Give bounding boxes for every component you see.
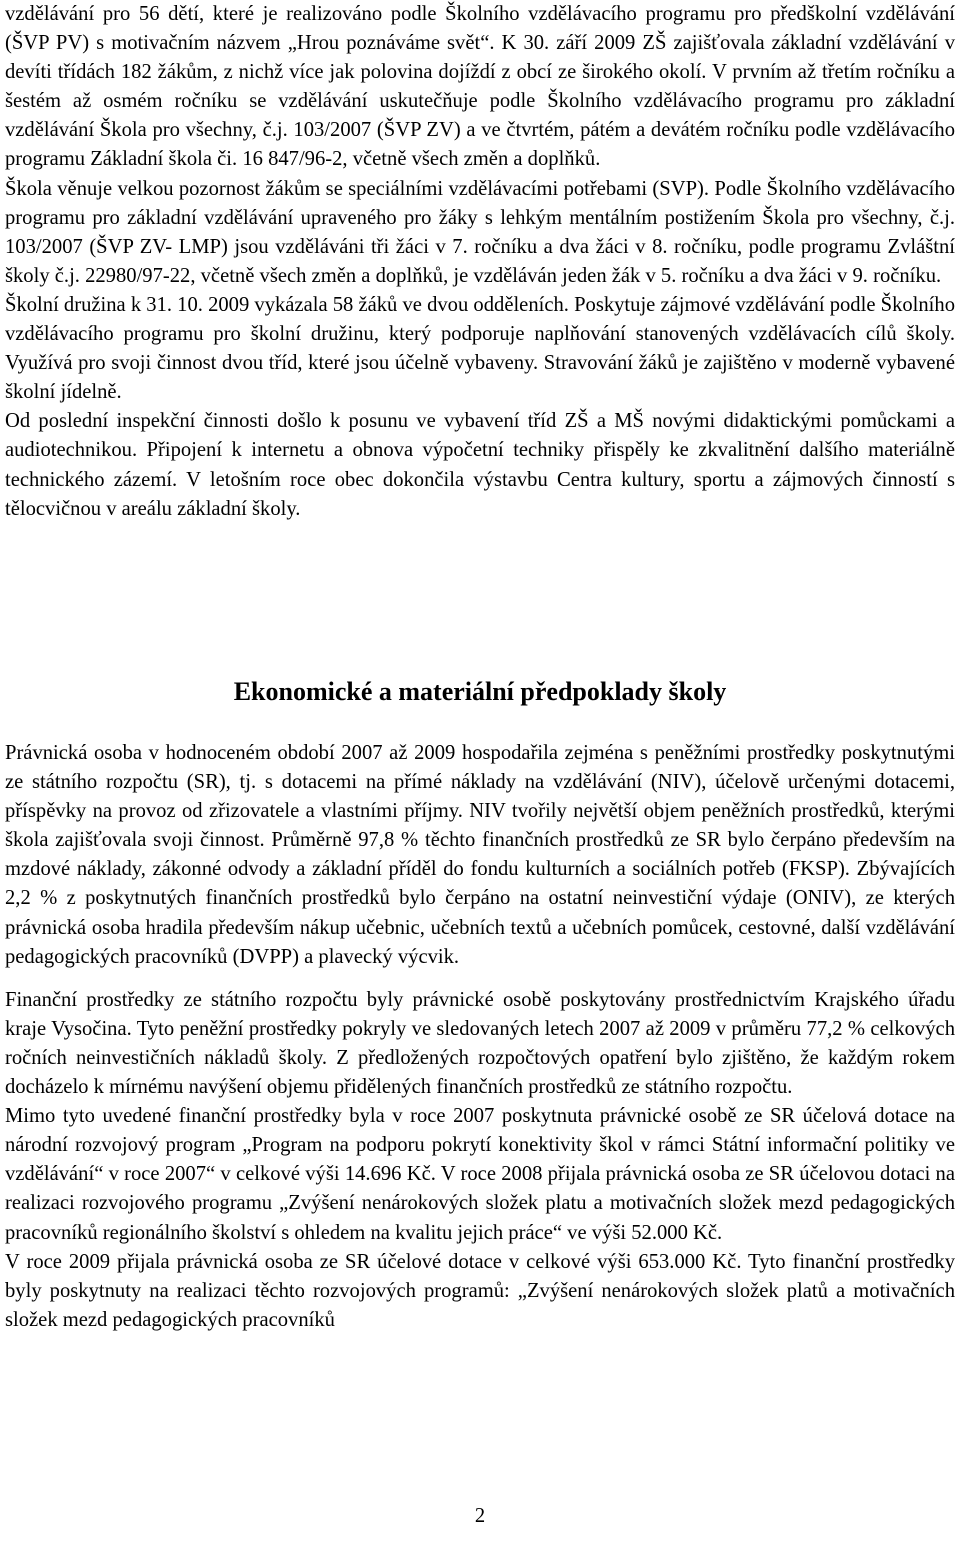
paragraph-funding-sources: Právnická osoba v hodnoceném období 2007 až 2009 hospodařila zejména s peněžními prostředky poskytnutými ze státního rozpočtu (SR), tj. s dotacemi na přímé náklady na vzdělávání (NIV), účelově určenými dotacemi, příspěvky na provoz od zřizovatele a vlastními příjmy. NIV tvořily největší objem peněžních prostředků, kterými škola zajišťovala svoji činnost. Průměrně 97,8 % těchto finančních prostředků ze SR bylo čerpáno především na mzdové náklady, zákonné odvody a základní příděl do fondu kulturních a sociálních potřeb (FKSP). Zbývajících 2,2 % z poskytnutých finančních prostředků bylo čerpáno na ostatní neinvestiční výdaje (ONIV), ze kterých právnická osoba hradila především nákup učebnic, učebních textů a učebních pomůcek, cestovné, další vzdělávání pedagogických pracovníků (DVPP) a plavecký výcvik. xyxy=(5,742,955,968)
paragraph-regional-funding: Finanční prostředky ze státního rozpočtu byly právnické osobě poskytovány prostřednictvím Krajského úřadu kraje Vysočina. Tyto peněžní prostředky pokryly ve sledovaných letech 2007 až 2009 v průměru 77,2 % celkových ročních neinvestičních nákladů školy. Z předložených rozpočtových opatření bylo zjištěno, že každým rokem docházelo k mírnému navýšení objemu přidělených finančních prostředků ze státního rozpočtu. xyxy=(5,988,955,1099)
page-number: 2 xyxy=(474,1505,486,1527)
paragraph-targeted-grants: Mimo tyto uvedené finanční prostředky byla v roce 2007 poskytnuta právnické osobě ze SR účelová dotace na národní rozvojový program „Program na podporu pokrytí konektivity škol v rámci Státní informační politiky ve vzdělávání“ v roce 2007“ v celkové výši 14.696 Kč. V roce 2008 přijala právnická osoba ze SR účelovou dotaci na realizaci rozvojového programu „Zvýšení nenárokových složek platu a motivačních složek mezd pedagogických pracovníků regionálního školství s ohledem na kvalitu jejich práce“ ve výši 52.000 Kč. xyxy=(5,1105,955,1244)
paragraph-enrollment: vzdělávání pro 56 dětí, které je realizováno podle Školního vzdělávacího programu pro předškolní vzdělávání (ŠVP PV) s motivačním názvem „Hrou poznáváme svět“. K 30. září 2009 ZŠ zajišťovala základní vzdělávání v devíti třídách 182 žákům, z nichž více jak polovina dojíždí z obcí ze širokého okolí. V prvním až třetím ročníku a šestém až osmém ročníku se vzdělávání uskutečňuje podle Školního vzdělávacího programu pro základní vzdělávání Škola pro všechny, č.j. 103/2007 (ŠVP ZV) a ve čtvrtém, pátém a devátém ročníku podle vzdělávacího programu Základní škola či. 16 847/96-2, včetně všech změn a doplňků. xyxy=(5,3,955,171)
paragraph-special-needs: Škola věnuje velkou pozornost žákům se speciálními vzdělávacími potřebami (SVP). Podle Školního vzdělávacího programu pro základní vzdělávání upraveného pro žáky s lehkým mentálním postižením Škola pro všechny, č.j. 103/2007 (ŠVP ZV- LMP) jsou vzděláváni tři žáci v 7. ročníku a dva žáci v 8. ročníku, podle programu Zvláštní školy č.j. 22980/97-22, včetně všech změn a doplňků, je vzděláván jeden žák v 5. ročníku a dva žáci v 9. ročníku. xyxy=(5,177,955,287)
paragraph-after-school-club: Školní družina k 31. 10. 2009 vykázala 58 žáků ve dvou odděleních. Poskytuje zájmové vzdělávání podle Školního vzdělávacího programu pro školní družinu, který podporuje naplňování stanovených vzdělávacích cílů školy. Využívá pro svoji činnost dvou tříd, které jsou účelně vybaveny. Stravování žáků je zajištěno v moderně vybavené školní jídelně. xyxy=(5,293,955,404)
paragraph-equipment: Od poslední inspekční činnosti došlo k posunu ve vybavení tříd ZŠ a MŠ novými didaktickými pomůckami a audiotechnikou. Připojení k internetu a obnova výpočetní techniky přispěly ke zkvalitnění dalšího materiálně technického zázemí. V letošním roce obec dokončila výstavbu Centra kultury, sportu a zájmových činností s tělocvičnou v areálu základní školy. xyxy=(5,410,955,520)
economic-section xyxy=(5,739,955,1335)
section-heading: Ekonomické a materiální předpoklady školy xyxy=(233,677,727,706)
paragraph-2009-grants: V roce 2009 přijala právnická osoba ze SR účelové dotace v celkové výši 653.000 Kč. Tyto finanční prostředky byly poskytnuty na realizaci těchto rozvojových programů: „Zvýšení nenárokových složek platů a motivačních složek mezd pedagogických pracovníků xyxy=(5,1250,955,1331)
document-page xyxy=(5,0,955,1331)
intro-section xyxy=(5,0,955,524)
